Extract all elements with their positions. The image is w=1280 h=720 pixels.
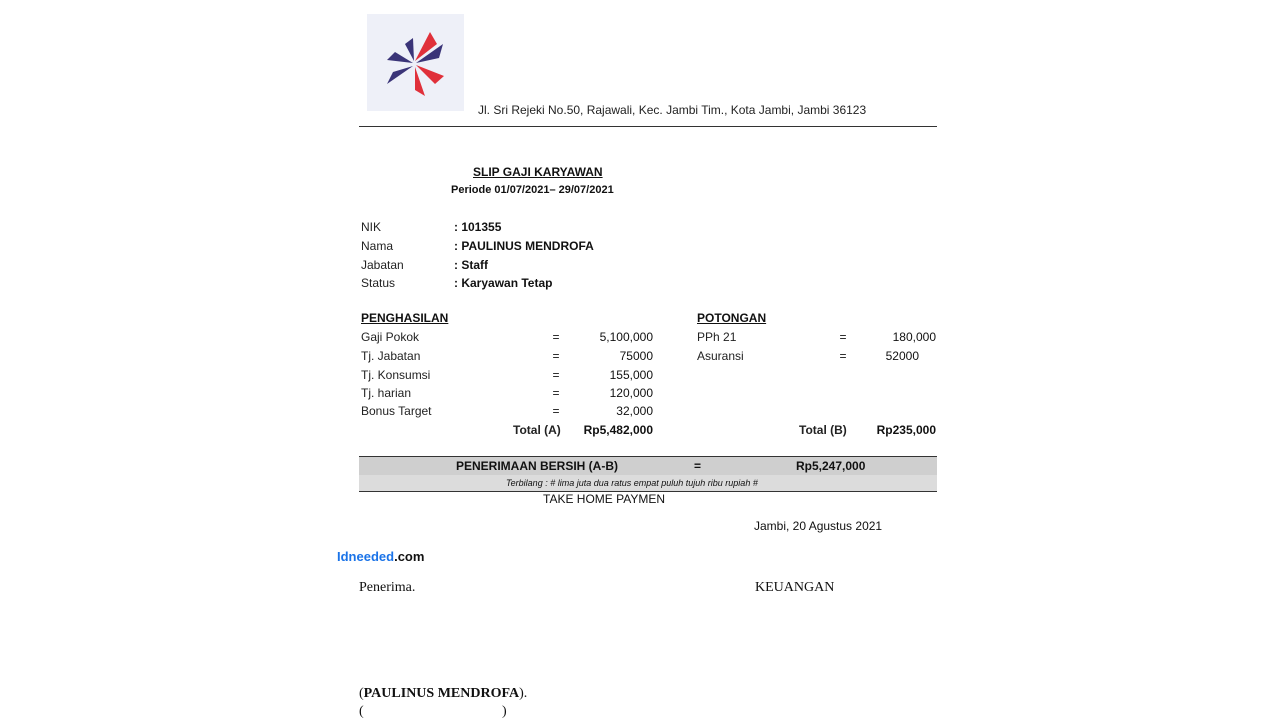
earnings-item-label: Tj. Konsumsi <box>361 368 431 382</box>
employee-label-status: Status <box>361 276 396 290</box>
watermark-brand: Idneeded <box>337 549 395 564</box>
earnings-item-label: Tj. Jabatan <box>361 349 421 363</box>
earnings-item-amount: 155,000 <box>609 368 653 382</box>
receiver-name: PAULINUS MENDROFA <box>363 686 520 701</box>
earnings-item-label: Gaji Pokok <box>361 330 420 344</box>
earnings-item-label: Tj. harian <box>361 386 412 400</box>
employee-value-nik: : 101355 <box>454 220 502 234</box>
deductions-total-value: Rp235,000 <box>876 423 936 437</box>
blank-signature-open: ( <box>359 704 364 719</box>
earnings-total-label: Total (A) <box>513 423 561 437</box>
employee-value-status: : Karyawan Tetap <box>454 276 553 290</box>
deductions-item-label: PPh 21 <box>697 330 737 344</box>
deductions-item-amount: 52000 <box>885 349 919 363</box>
deductions-item-amount: 180,000 <box>892 330 936 344</box>
slip-title: SLIP GAJI KARYAWAN <box>473 165 603 179</box>
deductions-item-label: Asuransi <box>697 349 744 363</box>
employee-label-jabatan: Jabatan <box>361 258 404 272</box>
employee-value-jabatan: : Staff <box>454 258 488 272</box>
earnings-item-amount: 120,000 <box>609 386 653 400</box>
employee-label-nik: NIK <box>361 220 382 234</box>
equals-sign: = <box>552 404 560 418</box>
deductions-total-label: Total (B) <box>799 423 847 437</box>
equals-sign: = <box>839 330 847 344</box>
earnings-item-amount: 75000 <box>619 349 653 363</box>
employee-label-nama: Nama <box>361 239 394 253</box>
finance-label: KEUANGAN <box>755 580 835 595</box>
earnings-total-value: Rp5,482,000 <box>583 423 653 437</box>
equals-sign: = <box>839 349 847 363</box>
earnings-item-amount: 32,000 <box>616 404 653 418</box>
receiver-label: Penerima. <box>359 580 416 595</box>
equals-sign: = <box>552 368 560 382</box>
paren-open: ( <box>359 686 364 701</box>
deductions-heading: POTONGAN <box>697 311 767 325</box>
earnings-item-amount: 5,100,000 <box>599 330 653 344</box>
company-address: Jl. Sri Rejeki No.50, Rajawali, Kec. Jambi Tim., Kota Jambi, Jambi 36123 <box>478 103 867 117</box>
equals-sign: = <box>552 330 560 344</box>
employee-value-nama: : PAULINUS MENDROFA <box>454 239 594 253</box>
net-pay-label: PENERIMAAN BERSIH (A-B) <box>456 459 618 473</box>
amount-in-words: Terbilang : # lima juta dua ratus empat puluh tujuh ribu rupiah # <box>506 478 758 488</box>
equals-sign: = <box>552 349 560 363</box>
company-logo <box>367 14 464 111</box>
equals-sign: = <box>694 459 702 473</box>
receiver-signature <box>359 686 527 702</box>
header-divider <box>359 126 937 127</box>
watermark <box>337 549 424 564</box>
watermark-domain: .com <box>394 549 425 564</box>
slip-period: Periode 01/07/2021– 29/07/2021 <box>451 184 614 196</box>
earnings-item-label: Bonus Target <box>361 404 432 418</box>
net-pay-value: Rp5,247,000 <box>796 459 866 473</box>
earnings-heading: PENGHASILAN <box>361 311 449 325</box>
pinwheel-logo-icon <box>367 14 464 111</box>
take-home-pay-label: TAKE HOME PAYMEN <box>543 492 666 506</box>
equals-sign: = <box>552 386 560 400</box>
place-date: Jambi, 20 Agustus 2021 <box>754 519 883 533</box>
paren-close: ). <box>519 686 528 701</box>
blank-signature-close: ) <box>502 704 507 719</box>
